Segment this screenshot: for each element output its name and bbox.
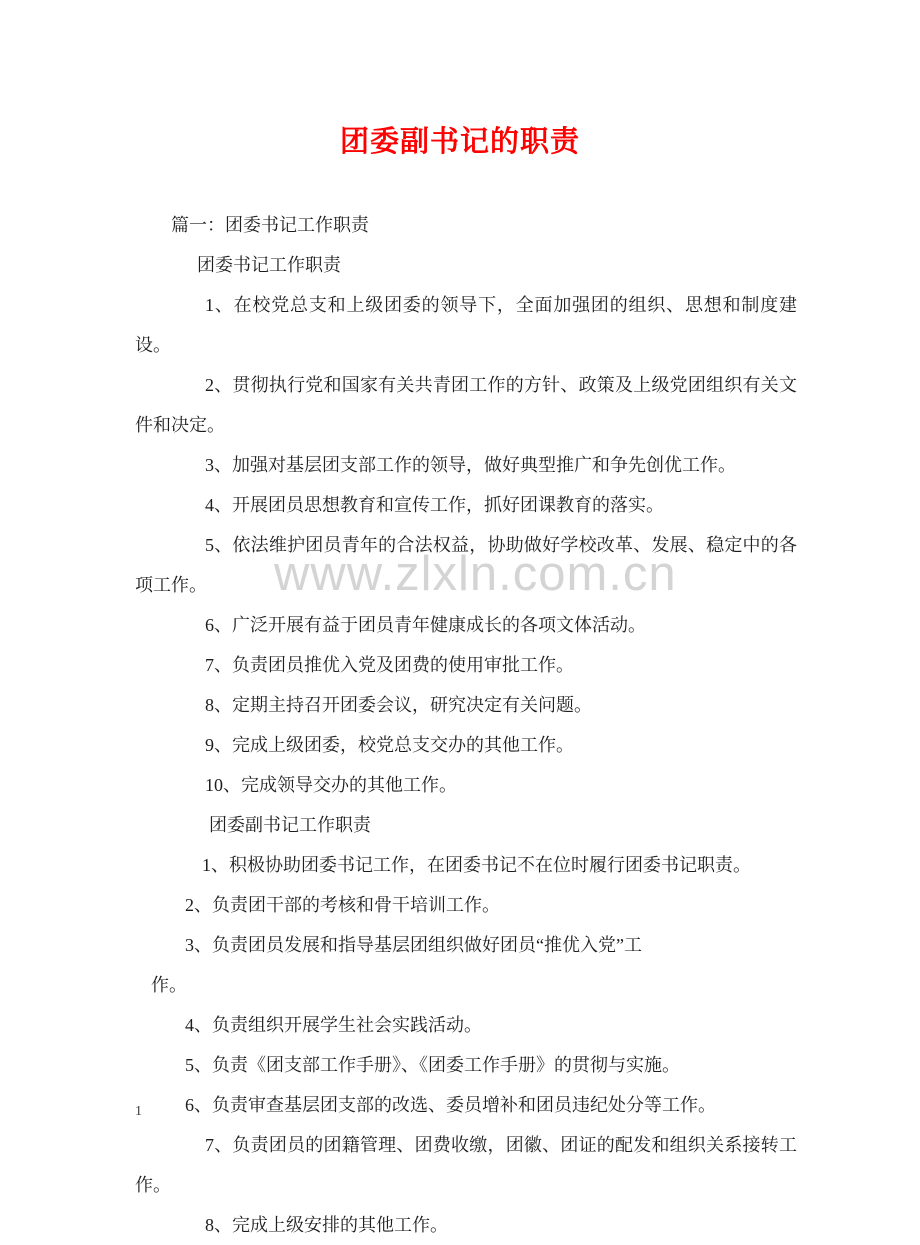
- paragraph: 6、广泛开展有益于团员青年健康成长的各项文体活动。: [205, 615, 646, 635]
- paragraph: 篇一：团委书记工作职责: [171, 215, 369, 235]
- paragraph: 10、完成领导交办的其他工作。: [205, 775, 457, 795]
- paragraph: 作。: [151, 975, 187, 995]
- paragraph: 9、完成上级团委，校党总支交办的其他工作。: [205, 735, 574, 755]
- paragraph: 8、完成上级安排的其他工作。: [205, 1215, 448, 1235]
- watermark-text: www.zlxln.com.cn: [274, 547, 677, 601]
- paragraph: 5、负责《团支部工作手册》、《团委工作手册》的贯彻与实施。: [185, 1055, 680, 1075]
- paragraph: 6、负责审查基层团支部的改选、委员增补和团员违纪处分等工作。: [185, 1095, 716, 1115]
- paragraph: 团委副书记工作职责: [209, 815, 371, 835]
- paragraph: 1、积极协助团委书记工作，在团委书记不在位时履行团委书记职责。: [202, 855, 751, 875]
- paragraph: 7、负责团员的团籍管理、团费收缴，团徽、团证的配发和组织关系接转工作。: [135, 1135, 797, 1195]
- paragraph: 2、贯彻执行党和国家有关共青团工作的方针、政策及上级党团组织有关文件和决定。: [135, 375, 797, 435]
- paragraph: 4、开展团员思想教育和宣传工作，抓好团课教育的落实。: [205, 495, 664, 515]
- paragraph: 3、加强对基层团支部工作的领导，做好典型推广和争先创优工作。: [205, 455, 736, 475]
- paragraph: 团委书记工作职责: [197, 255, 341, 275]
- paragraph: 2、负责团干部的考核和骨干培训工作。: [185, 895, 500, 915]
- page-number: 1: [135, 1104, 142, 1119]
- document-body: [135, 205, 797, 1245]
- paragraph: 4、负责组织开展学生社会实践活动。: [185, 1015, 482, 1035]
- document-title: 团委副书记的职责: [339, 126, 580, 158]
- paragraph: 3、负责团员发展和指导基层团组织做好团员“推优入党”工: [185, 935, 642, 955]
- paragraph: 7、负责团员推优入党及团费的使用审批工作。: [205, 655, 574, 675]
- paragraph: 5、依法维护团员青年的合法权益，协助做好学校改革、发展、稳定中的各项工作。: [135, 535, 797, 595]
- paragraph: 8、定期主持召开团委会议，研究决定有关问题。: [205, 695, 592, 715]
- paragraph: 1、在校党总支和上级团委的领导下，全面加强团的组织、思想和制度建设。: [135, 295, 797, 355]
